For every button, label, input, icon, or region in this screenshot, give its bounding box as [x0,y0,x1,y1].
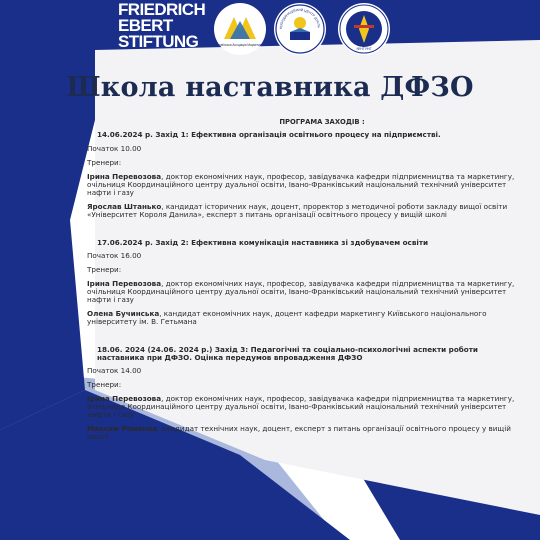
program-content [87,118,527,447]
svg-text:КООРДИНАЦІЙНИЙ ЦЕНТР ДУАЛЬНОЇ: КООРДИНАЦІЙНИЙ ЦЕНТР ДУАЛЬ [278,7,321,30]
svg-text:Українська Асоціація Маркетинг: Українська Асоціація Маркетингу [215,43,265,47]
trainer-name: Ірина Перевозова [87,172,162,181]
trainers-label: Тренери: [87,158,122,167]
trainer-name: Максим Романов [87,424,157,433]
trainer-entry [87,395,527,419]
event-2 [87,239,527,326]
trainer-name: Ірина Перевозова [87,394,162,403]
event-start-time: Початок 10.00 [87,144,142,153]
uam-logo [214,3,266,55]
trainers-label: Тренери: [87,265,122,274]
university-logo [338,3,390,55]
trainer-name: Ярослав Штанько [87,202,162,211]
trainer-description: , кандидат економічних наук, доцент кафедри маркетингу Київського національного університету ім. В. Гетьмана [87,309,487,326]
event-title: 18.06. 2024 (24.06. 2024 р.) Захід 3: Педагогічні та соціально-психологічні аспекти роботи наставника при ДФЗО. Оцінка передумов впровадження ДФЗО [97,345,478,362]
event-1 [87,131,527,219]
trainer-description: , кандидат технічних наук, доцент, експерт з питань організації освітнього процесу у вищій школі [87,424,511,441]
trainers-label: Тренери: [87,380,122,389]
event-3 [87,346,527,441]
trainer-description: , доктор економічних наук, професор, завідувачка кафедри підприємництва та маркетингу, очільниця Координаційного центру дуальної освіти, Івано-Франківський національний технічний університет нафти і газу [87,279,515,304]
event-start-time: Початок 14.00 [87,366,142,375]
event-title: 14.06.2024 р. Захід 1: Ефективна організація освітнього процесу на підприємстві. [97,130,441,139]
trainer-entry [87,173,527,197]
program-heading: ПРОГРАМА ЗАХОДІВ : [279,118,365,126]
trainer-name: Олена Бучинська [87,309,160,318]
trainer-description: , доктор економічних наук, професор, завідувачка кафедри підприємництва та маркетингу, очільниця Координаційного центру дуальної освіти, Івано-Франківський національний технічний університет нафти і газу [87,394,515,419]
trainer-description: , кандидат історичних наук, доцент, проректор з методичної роботи закладу вищої освіти «Університет Короля Данила», експерт з питань організації освітнього процесу у вищій школі [87,202,508,219]
svg-text:ІФНТУНГ: ІФНТУНГ [356,47,372,51]
logo-bar [0,0,540,70]
trainer-entry [87,203,527,219]
trainer-entry [87,280,527,304]
dual-education-center-logo [274,3,326,55]
trainer-entry [87,310,527,326]
event-start-time: Початок 16.00 [87,251,142,260]
trainer-name: Ірина Перевозова [87,279,162,288]
trainer-entry [87,425,527,441]
trainer-description: , доктор економічних наук, професор, завідувачка кафедри підприємництва та маркетингу, очільниця Координаційного центру дуальної освіти, Івано-Франківський національний технічний університет нафти і газу [87,172,515,197]
page-title: Школа наставника ДФЗО [66,72,474,103]
event-title: 17.06.2024 р. Захід 2: Ефективна комунікація наставника зі здобувачем освіти [97,238,429,247]
fes-logo: FRIEDRICH EBERT STIFTUNG [118,0,206,51]
